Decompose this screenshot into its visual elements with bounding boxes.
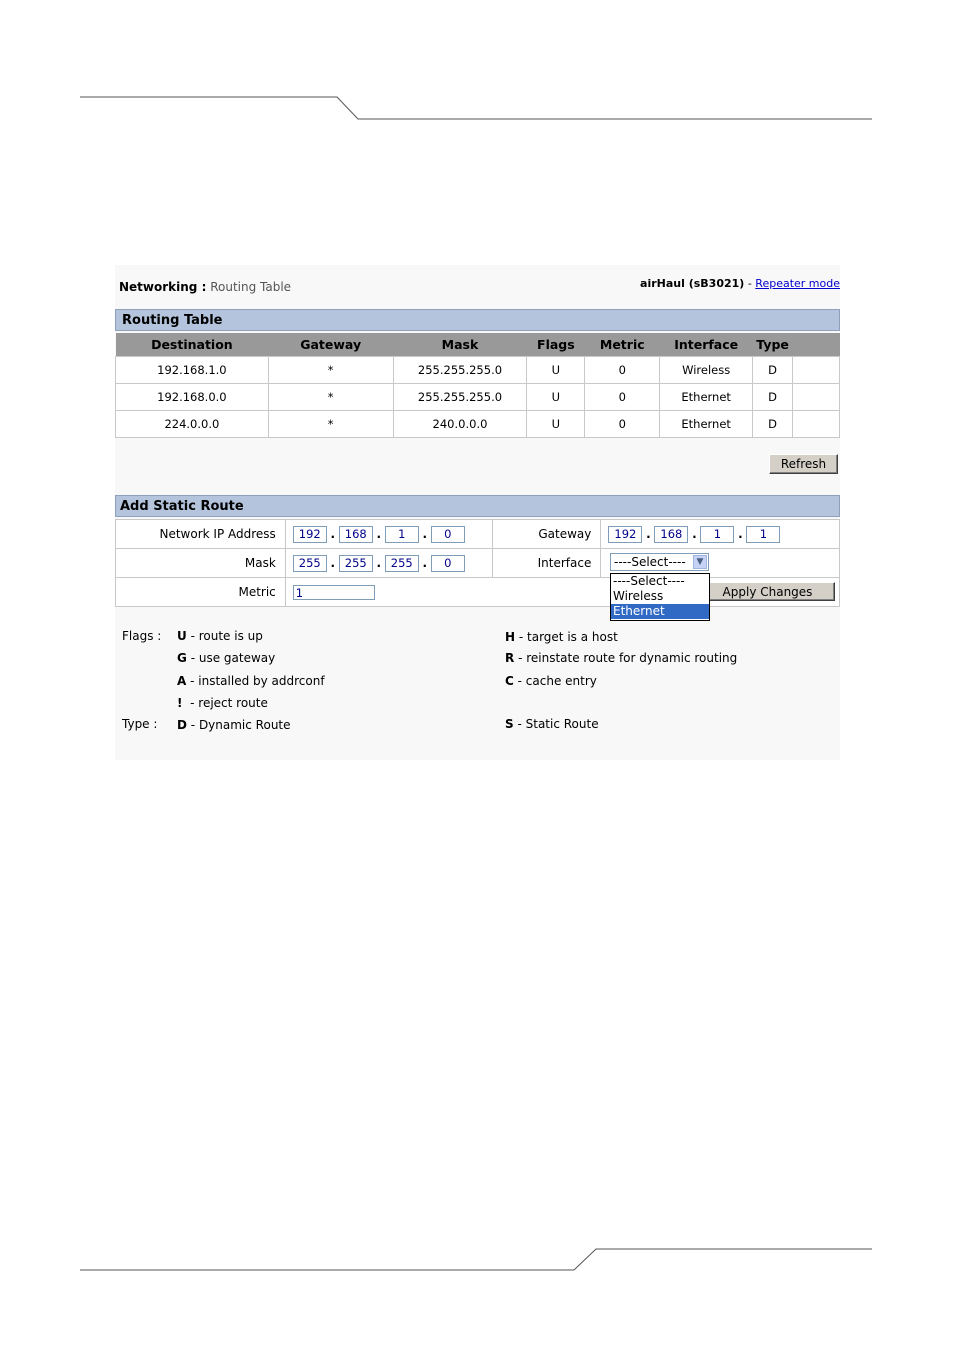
legend-item: C - cache entry	[505, 674, 597, 688]
mask-octet-4[interactable]: 0	[431, 555, 465, 572]
table-row	[116, 384, 840, 411]
routing-table	[115, 333, 840, 438]
ip-dot: .	[422, 527, 428, 541]
cell-empty	[793, 411, 840, 438]
breadcrumb	[119, 280, 291, 294]
gateway-octet-4[interactable]: 1	[746, 526, 780, 543]
interface-option[interactable]: ----Select----	[613, 574, 685, 588]
network-ip-field	[285, 520, 493, 549]
ip-dot: .	[422, 556, 428, 570]
legend-item: G - use gateway	[177, 651, 276, 665]
mask-field	[285, 549, 493, 578]
cell-metric: 0	[585, 411, 660, 438]
ip-dot: .	[738, 527, 743, 541]
refresh-button[interactable]: Refresh	[769, 454, 838, 474]
chevron-down-icon[interactable]: ▼	[693, 555, 707, 569]
cell-empty	[793, 384, 840, 411]
flags-label: Flags :	[122, 629, 162, 643]
col-flags: Flags	[527, 333, 585, 357]
cell-type: D	[753, 384, 793, 411]
network-ip-octet-1[interactable]: 192	[293, 526, 327, 543]
col-empty	[793, 333, 840, 357]
mask-octet-2[interactable]: 255	[339, 555, 373, 572]
gateway-octet-3[interactable]: 1	[700, 526, 734, 543]
interface-option-highlighted[interactable]: Ethernet	[611, 604, 709, 619]
cell-type: D	[753, 411, 793, 438]
form-row-network	[116, 520, 840, 549]
breadcrumb-section: Networking :	[119, 280, 207, 294]
cell-gateway: *	[268, 357, 393, 384]
cell-interface: Ethernet	[660, 411, 753, 438]
legend-item: H - target is a host	[505, 630, 618, 644]
cell-mask: 255.255.255.0	[393, 384, 527, 411]
ip-dot: .	[376, 556, 382, 570]
ip-dot: .	[376, 527, 382, 541]
cell-interface: Wireless	[660, 357, 753, 384]
form-row-mask	[116, 549, 840, 578]
cell-metric: 0	[585, 384, 660, 411]
cell-gateway: *	[268, 411, 393, 438]
table-row	[116, 411, 840, 438]
routing-table-header: Routing Table	[115, 309, 840, 331]
cell-interface: Ethernet	[660, 384, 753, 411]
cell-destination: 192.168.0.0	[116, 384, 269, 411]
legend-item: U - route is up	[177, 629, 263, 643]
cell-flags: U	[527, 411, 585, 438]
cell-metric: 0	[585, 357, 660, 384]
static-route-header: Add Static Route	[115, 495, 840, 517]
legend-item: S - Static Route	[505, 717, 599, 731]
network-ip-octet-2[interactable]: 168	[339, 526, 373, 543]
cell-type: D	[753, 357, 793, 384]
ip-dot: .	[692, 527, 697, 541]
interface-dropdown	[610, 573, 710, 621]
metric-input[interactable]: 1	[293, 585, 375, 600]
ip-dot: .	[330, 556, 336, 570]
interface-option[interactable]: Wireless	[613, 589, 664, 603]
routing-table-head-row	[116, 333, 840, 357]
ip-dot: .	[330, 527, 336, 541]
interface-select-value: ----Select----	[614, 555, 686, 569]
network-ip-label: Network IP Address	[116, 520, 286, 549]
col-gateway: Gateway	[268, 333, 393, 357]
cell-mask: 240.0.0.0	[393, 411, 527, 438]
cell-gateway: *	[268, 384, 393, 411]
product-separator: -	[747, 277, 752, 290]
metric-label: Metric	[116, 578, 286, 607]
mask-octet-1[interactable]: 255	[293, 555, 327, 572]
product-name: airHaul (sB3021)	[640, 277, 745, 290]
cell-empty	[793, 357, 840, 384]
network-ip-octet-3[interactable]: 1	[385, 526, 419, 543]
cell-flags: U	[527, 384, 585, 411]
legend-item: R - reinstate route for dynamic routing	[505, 651, 738, 665]
gateway-field	[601, 520, 840, 549]
apply-changes-button[interactable]: Apply Changes	[700, 582, 835, 601]
ip-dot: .	[646, 527, 651, 541]
col-metric: Metric	[585, 333, 660, 357]
gateway-label: Gateway	[493, 520, 601, 549]
product-info	[640, 277, 840, 290]
cell-destination: 224.0.0.0	[116, 411, 269, 438]
mask-label: Mask	[116, 549, 286, 578]
mask-octet-3[interactable]: 255	[385, 555, 419, 572]
col-interface: Interface	[660, 333, 753, 357]
gateway-octet-2[interactable]: 168	[654, 526, 688, 543]
col-destination: Destination	[116, 333, 269, 357]
legend-item: D - Dynamic Route	[177, 718, 291, 732]
cell-mask: 255.255.255.0	[393, 357, 527, 384]
repeater-mode-link[interactable]: Repeater mode	[755, 277, 840, 290]
type-label: Type :	[122, 717, 158, 731]
col-type: Type	[753, 333, 793, 357]
legend-item: ! - reject route	[177, 696, 268, 710]
network-ip-octet-4[interactable]: 0	[431, 526, 465, 543]
col-mask: Mask	[393, 333, 527, 357]
cell-flags: U	[527, 357, 585, 384]
legend-item: A - installed by addrconf	[177, 674, 325, 688]
interface-label: Interface	[493, 549, 601, 578]
breadcrumb-page: Routing Table	[210, 280, 292, 294]
table-row	[116, 357, 840, 384]
gateway-octet-1[interactable]: 192	[608, 526, 642, 543]
cell-destination: 192.168.1.0	[116, 357, 269, 384]
interface-select[interactable]	[610, 553, 709, 571]
